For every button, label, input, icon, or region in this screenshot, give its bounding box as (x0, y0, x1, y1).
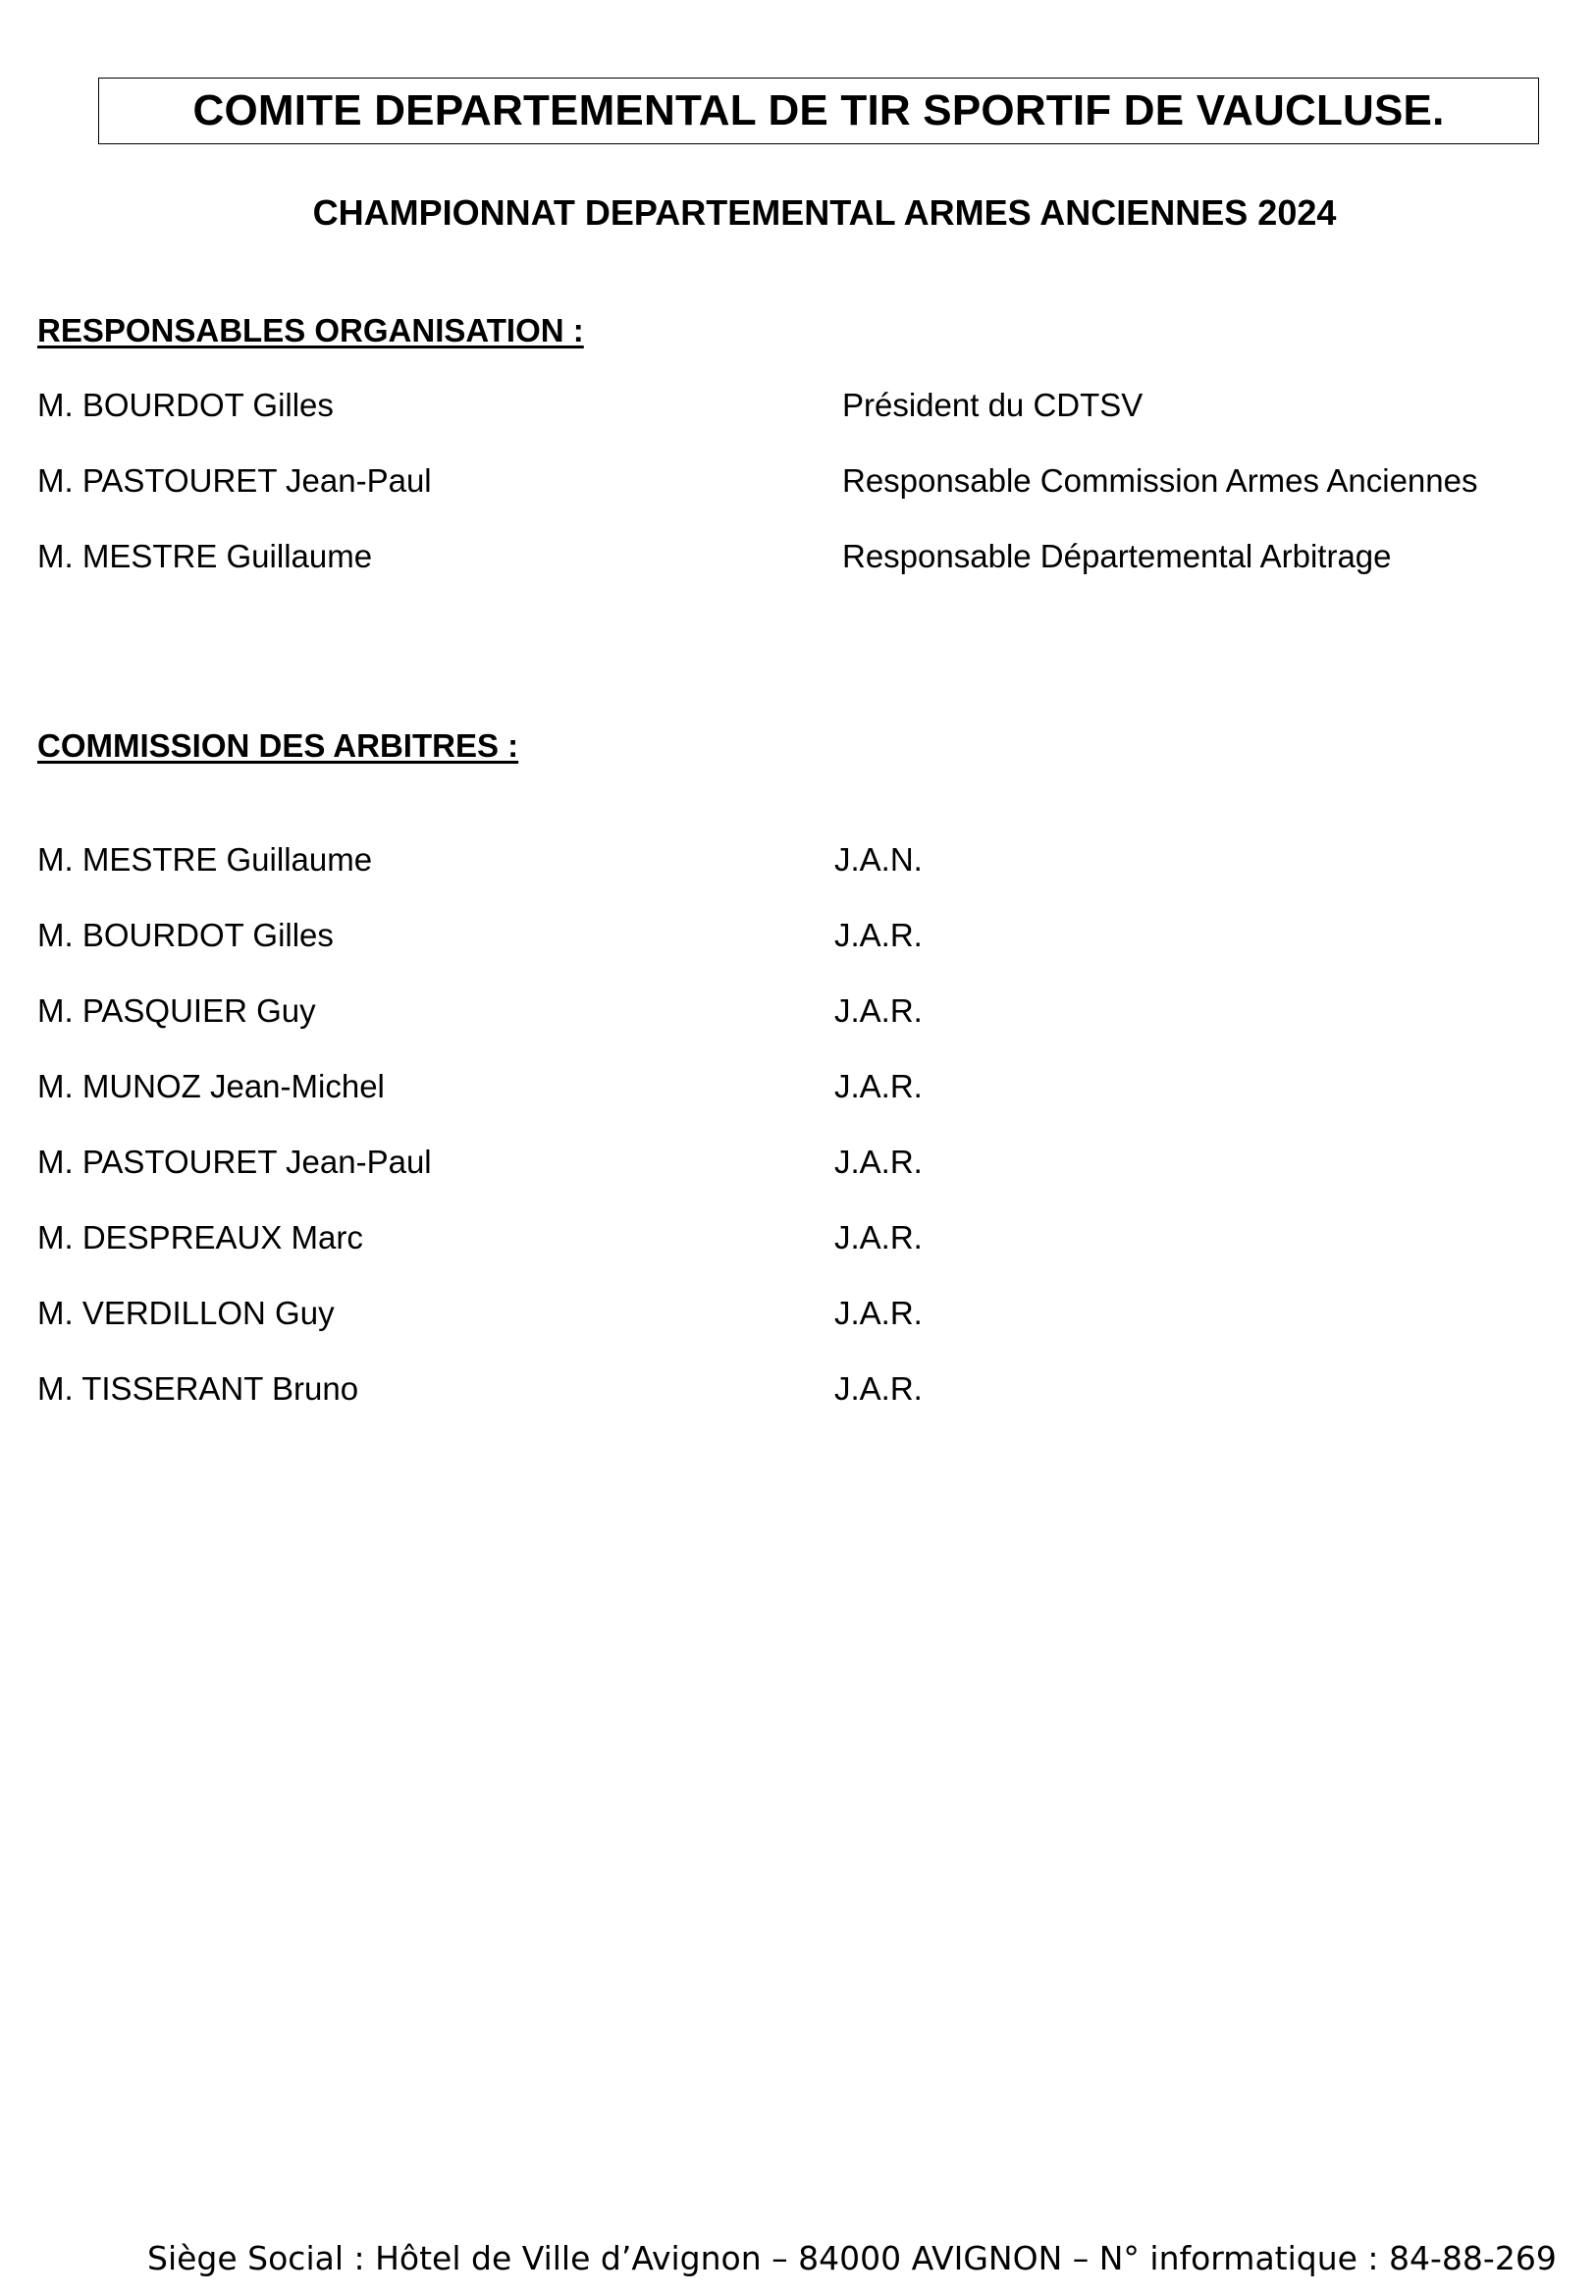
championship-title: CHAMPIONNAT DEPARTEMENTAL ARMES ANCIENNES 2024 (312, 192, 1337, 233)
arbitre-row (37, 1370, 1569, 1414)
member-role: Responsable Commission Armes Anciennes (842, 462, 1478, 499)
member-name: M. MESTRE Guillaume (37, 538, 373, 574)
organisation-row (37, 462, 1569, 506)
arbitre-grade: J.A.R. (834, 1068, 923, 1104)
arbitre-name: M. VERDILLON Guy (37, 1295, 335, 1331)
arbitre-name: M. MUNOZ Jean-Michel (37, 1068, 385, 1104)
arbitre-row (37, 1219, 1569, 1262)
member-role: Responsable Départemental Arbitrage (842, 538, 1392, 574)
arbitre-grade: J.A.R. (834, 1219, 923, 1255)
arbitres-heading: COMMISSION DES ARBITRES : (37, 727, 519, 764)
arbitre-name: M. TISSERANT Bruno (37, 1370, 359, 1407)
member-name: M. BOURDOT Gilles (37, 387, 334, 423)
arbitre-row (37, 1068, 1569, 1111)
arbitre-row (37, 841, 1569, 884)
arbitre-grade: J.A.R. (834, 1295, 923, 1331)
arbitre-grade: J.A.N. (834, 841, 923, 878)
header-box (98, 78, 1539, 144)
footer-address: Siège Social : Hôtel de Ville d’Avignon – 84000 AVIGNON – N° informatique : 84-88-269 (147, 2239, 1557, 2277)
arbitre-grade: J.A.R. (834, 992, 923, 1029)
arbitre-name: M. DESPREAUX Marc (37, 1219, 363, 1255)
arbitre-row (37, 992, 1569, 1036)
arbitre-row (37, 1144, 1569, 1187)
organisation-row (37, 538, 1569, 581)
organisation-row (37, 387, 1569, 430)
arbitre-grade: J.A.R. (834, 917, 923, 953)
arbitre-name: M. PASQUIER Guy (37, 992, 316, 1029)
arbitre-name: M. MESTRE Guillaume (37, 841, 373, 878)
member-name: M. PASTOURET Jean-Paul (37, 462, 432, 499)
arbitre-grade: J.A.R. (834, 1370, 923, 1407)
arbitre-grade: J.A.R. (834, 1144, 923, 1180)
organization-title: COMITE DEPARTEMENTAL DE TIR SPORTIF DE VAUCLUSE. (192, 86, 1445, 134)
arbitre-row (37, 917, 1569, 960)
arbitre-name: M. BOURDOT Gilles (37, 917, 334, 953)
arbitre-name: M. PASTOURET Jean-Paul (37, 1144, 432, 1180)
organisation-heading: RESPONSABLES ORGANISATION : (37, 312, 584, 348)
member-role: Président du CDTSV (842, 387, 1144, 423)
arbitre-row (37, 1295, 1569, 1338)
